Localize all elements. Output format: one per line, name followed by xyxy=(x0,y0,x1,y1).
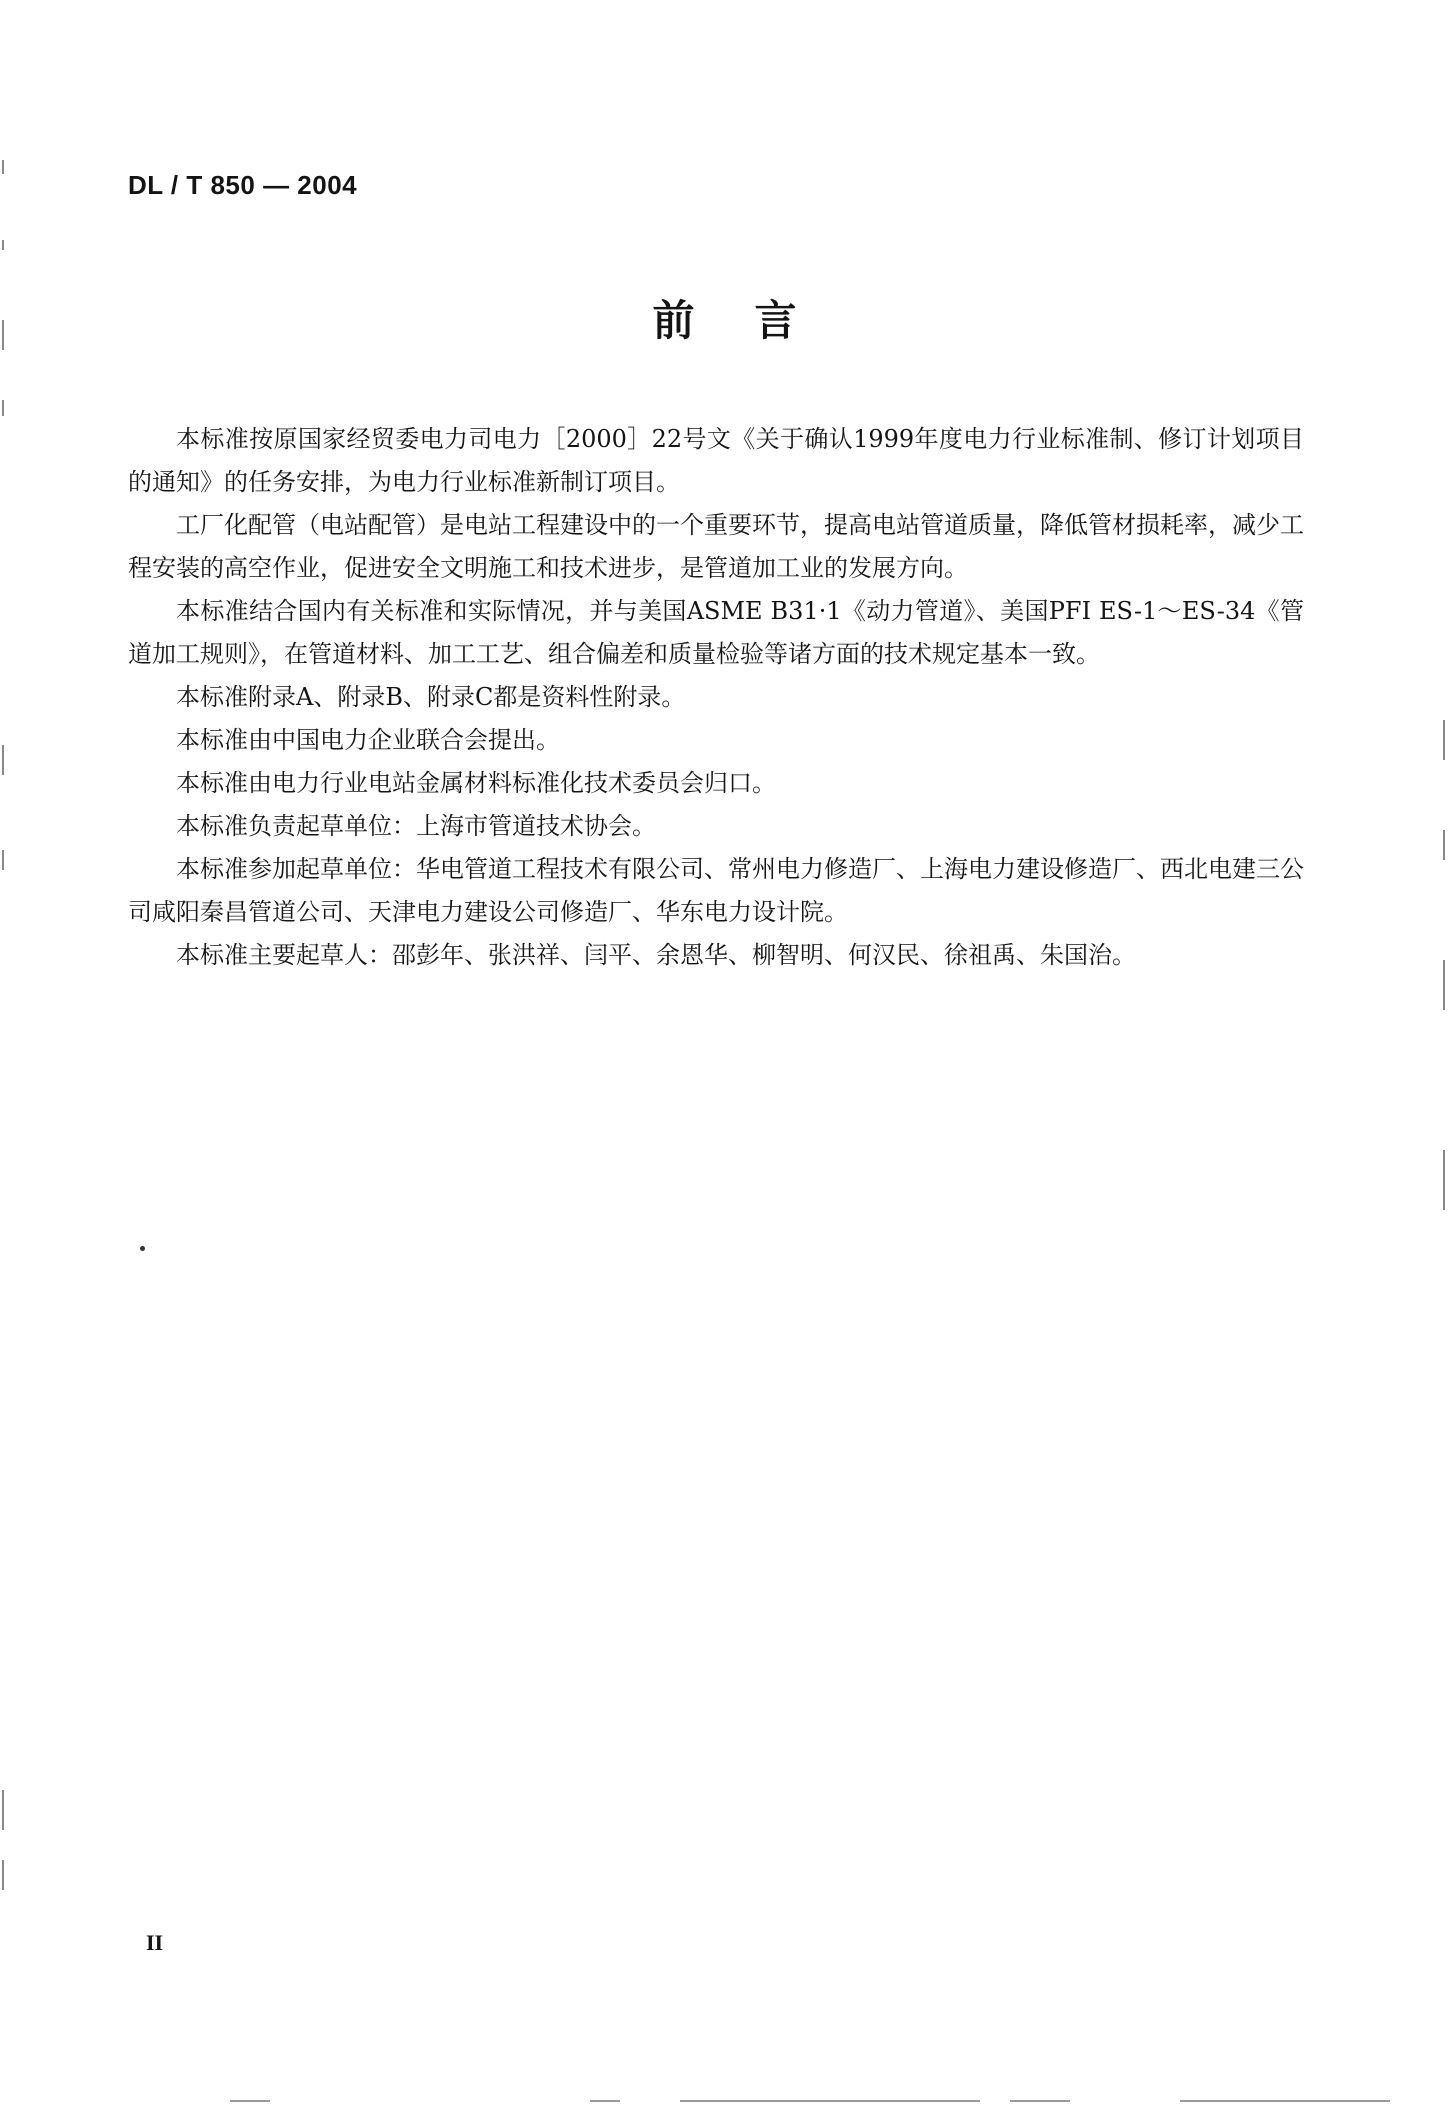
scan-edge-mark xyxy=(2,745,4,775)
scan-bottom-mark xyxy=(1010,2100,1070,2102)
paragraph: 本标准由电力行业电站金属材料标准化技术委员会归口。 xyxy=(176,769,776,797)
scan-edge-mark xyxy=(1443,960,1445,1010)
paragraph: 本标准结合国内有关标准和实际情况，并与美国ASME B31·1《动力管道》、美国PFI ES-1～ES-34《管道加工规则》，在管道材料、加工工艺、组合偏差和质量检验等诸方面的技术规定基本一致。 xyxy=(128,597,1304,668)
scan-edge-mark xyxy=(2,400,4,416)
scan-edge-mark xyxy=(2,320,4,350)
paragraph: 本标准参加起草单位：华电管道工程技术有限公司、常州电力修造厂、上海电力建设修造厂、西北电建三公司咸阳秦昌管道公司、天津电力建设公司修造厂、华东电力设计院。 xyxy=(128,855,1304,926)
scan-bottom-mark xyxy=(680,2100,980,2102)
standard-code: DL / T 850 — 2004 xyxy=(128,170,358,200)
scan-edge-mark xyxy=(2,240,4,250)
preface-body xyxy=(128,418,1304,977)
page-number: II xyxy=(146,1930,164,1955)
scan-edge-mark xyxy=(2,850,4,870)
paragraph: 本标准主要起草人：邵彭年、张洪祥、闫平、余恩华、柳智明、何汉民、徐祖禹、朱国治。 xyxy=(176,941,1136,969)
paragraph: 本标准由中国电力企业联合会提出。 xyxy=(176,726,560,754)
scan-edge-mark xyxy=(2,1860,4,1890)
scan-edge-mark xyxy=(2,1790,4,1830)
scan-edge-mark xyxy=(2,160,4,174)
page-title: 前言 xyxy=(652,296,857,345)
paragraph: 本标准按原国家经贸委电力司电力［2000］22号文《关于确认1999年度电力行业标准制、修订计划项目的通知》的任务安排，为电力行业标准新制订项目。 xyxy=(128,425,1304,496)
stray-dot-mark xyxy=(140,1246,145,1251)
scan-edge-mark xyxy=(1443,830,1445,860)
scan-bottom-mark xyxy=(230,2100,270,2102)
paragraph: 本标准负责起草单位：上海市管道技术协会。 xyxy=(176,812,656,840)
scan-edge-mark xyxy=(1443,720,1445,760)
scan-bottom-mark xyxy=(590,2100,620,2102)
scan-bottom-mark xyxy=(1180,2100,1390,2102)
paragraph: 工厂化配管（电站配管）是电站工程建设中的一个重要环节，提高电站管道质量，降低管材损耗率，减少工程安装的高空作业，促进安全文明施工和技术进步，是管道加工业的发展方向。 xyxy=(128,511,1304,582)
scan-edge-mark xyxy=(1443,1150,1445,1210)
paragraph: 本标准附录A、附录B、附录C都是资料性附录。 xyxy=(176,683,686,711)
